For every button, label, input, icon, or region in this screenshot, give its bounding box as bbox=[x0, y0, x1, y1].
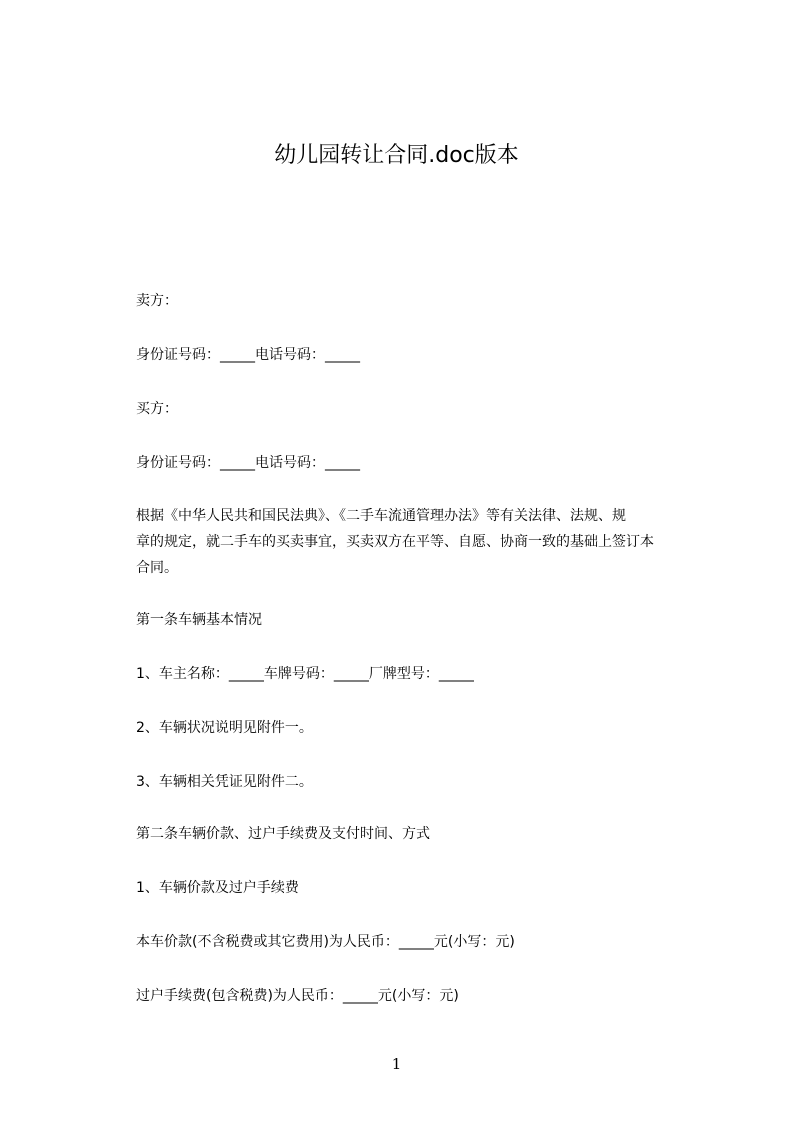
intro-paragraph bbox=[136, 503, 702, 581]
vehicle-price-line: 本车价款(不含税费或其它费用)为人民币：_____元(小写：元) bbox=[136, 934, 515, 950]
article-1-item-3: 3、车辆相关凭证见附件二。 bbox=[136, 774, 313, 790]
article-1-heading: 第一条车辆基本情况 bbox=[136, 612, 262, 628]
article-1-item-2: 2、车辆状况说明见附件一。 bbox=[136, 720, 313, 736]
article-2-heading: 第二条车辆价款、过户手续费及支付时间、方式 bbox=[136, 826, 430, 842]
document-title: 幼儿园转让合同.doc版本 bbox=[274, 143, 519, 168]
buyer-label: 买方： bbox=[136, 401, 178, 417]
article-1-item-1: 1、车主名称：_____车牌号码：_____厂牌型号：_____ bbox=[136, 666, 474, 682]
seller-label: 卖方： bbox=[136, 293, 178, 309]
page-number: 1 bbox=[391, 1055, 402, 1073]
intro-row: 根据《中华人民共和国民法典》、《二手车流通管理办法》等有关法律、法规、规 bbox=[136, 508, 626, 524]
transfer-fee-line: 过户手续费(包含税费)为人民币：_____元(小写：元) bbox=[136, 988, 459, 1004]
buyer-id-phone-line: 身份证号码：_____电话号码：_____ bbox=[136, 455, 360, 471]
intro-row: 合同。 bbox=[136, 560, 178, 576]
seller-id-phone-line: 身份证号码：_____电话号码：_____ bbox=[136, 347, 360, 363]
intro-row: 章的规定，就二手车的买卖事宜，买卖双方在平等、自愿、协商一致的基础上签订本 bbox=[136, 534, 654, 550]
article-2-item-1: 1、车辆价款及过户手续费 bbox=[136, 880, 299, 896]
